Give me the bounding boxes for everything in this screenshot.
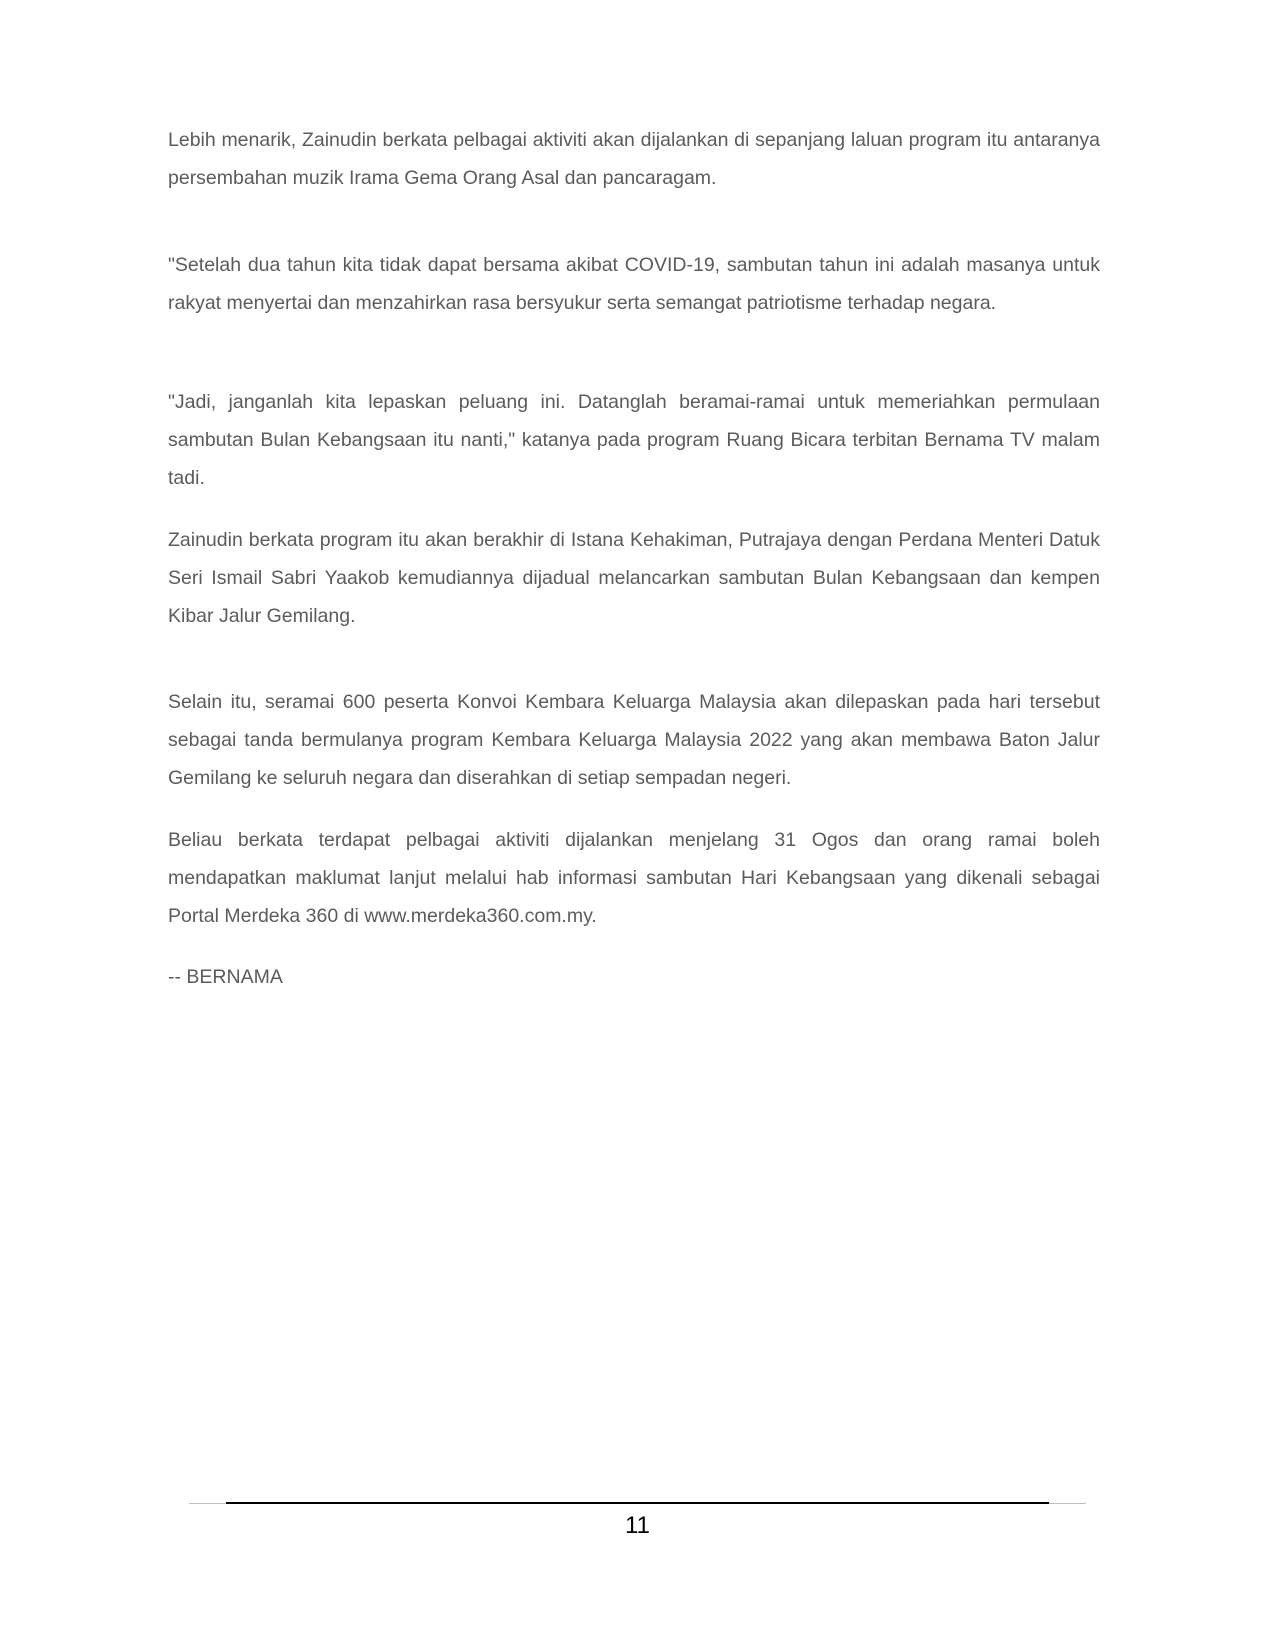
page-number: 11 <box>625 1512 650 1539</box>
article-paragraph-6: Beliau berkata terdapat pelbagai aktiviti dijalankan menjelang 31 Ogos dan orang ramai boleh mendapatkan maklumat lanjut melalui hab informasi sambutan Hari Kebangsaan yang dikenali sebagai Portal Merdeka 360 di www.merdeka360.com.my. <box>168 829 1100 927</box>
article-paragraph-1: Lebih menarik, Zainudin berkata pelbagai aktiviti akan dijalankan di sepanjang laluan program itu antaranya persembahan muzik Irama Gema Orang Asal dan pancaragam. <box>168 129 1100 189</box>
article-byline: -- BERNAMA <box>168 966 283 988</box>
article-paragraph-4: Zainudin berkata program itu akan berakhir di Istana Kehakiman, Putrajaya dengan Perdana Menteri Datuk Seri Ismail Sabri Yaakob kemudiannya dijadual melancarkan sambutan Bulan Kebangsaan dan kempen Kibar Jalur Gemilang. <box>168 529 1100 627</box>
article-paragraph-5: Selain itu, seramai 600 peserta Konvoi Kembara Keluarga Malaysia akan dilepaskan pada hari tersebut sebagai tanda bermulanya program Kembara Keluarga Malaysia 2022 yang akan membawa Baton Jalur Gemilang ke seluruh negara dan diserahkan di setiap sempadan negeri. <box>168 691 1100 789</box>
footer-divider <box>226 1502 1049 1504</box>
article-paragraph-2: "Setelah dua tahun kita tidak dapat bersama akibat COVID-19, sambutan tahun ini adalah masanya untuk rakyat menyertai dan menzahirkan rasa bersyukur serta semangat patriotisme terhadap negara. <box>168 254 1100 314</box>
article-paragraph-3: "Jadi, janganlah kita lepaskan peluang ini. Datanglah beramai-ramai untuk memeriahkan permulaan sambutan Bulan Kebangsaan itu nanti," katanya pada program Ruang Bicara terbitan Bernama TV malam tadi. <box>168 391 1100 489</box>
